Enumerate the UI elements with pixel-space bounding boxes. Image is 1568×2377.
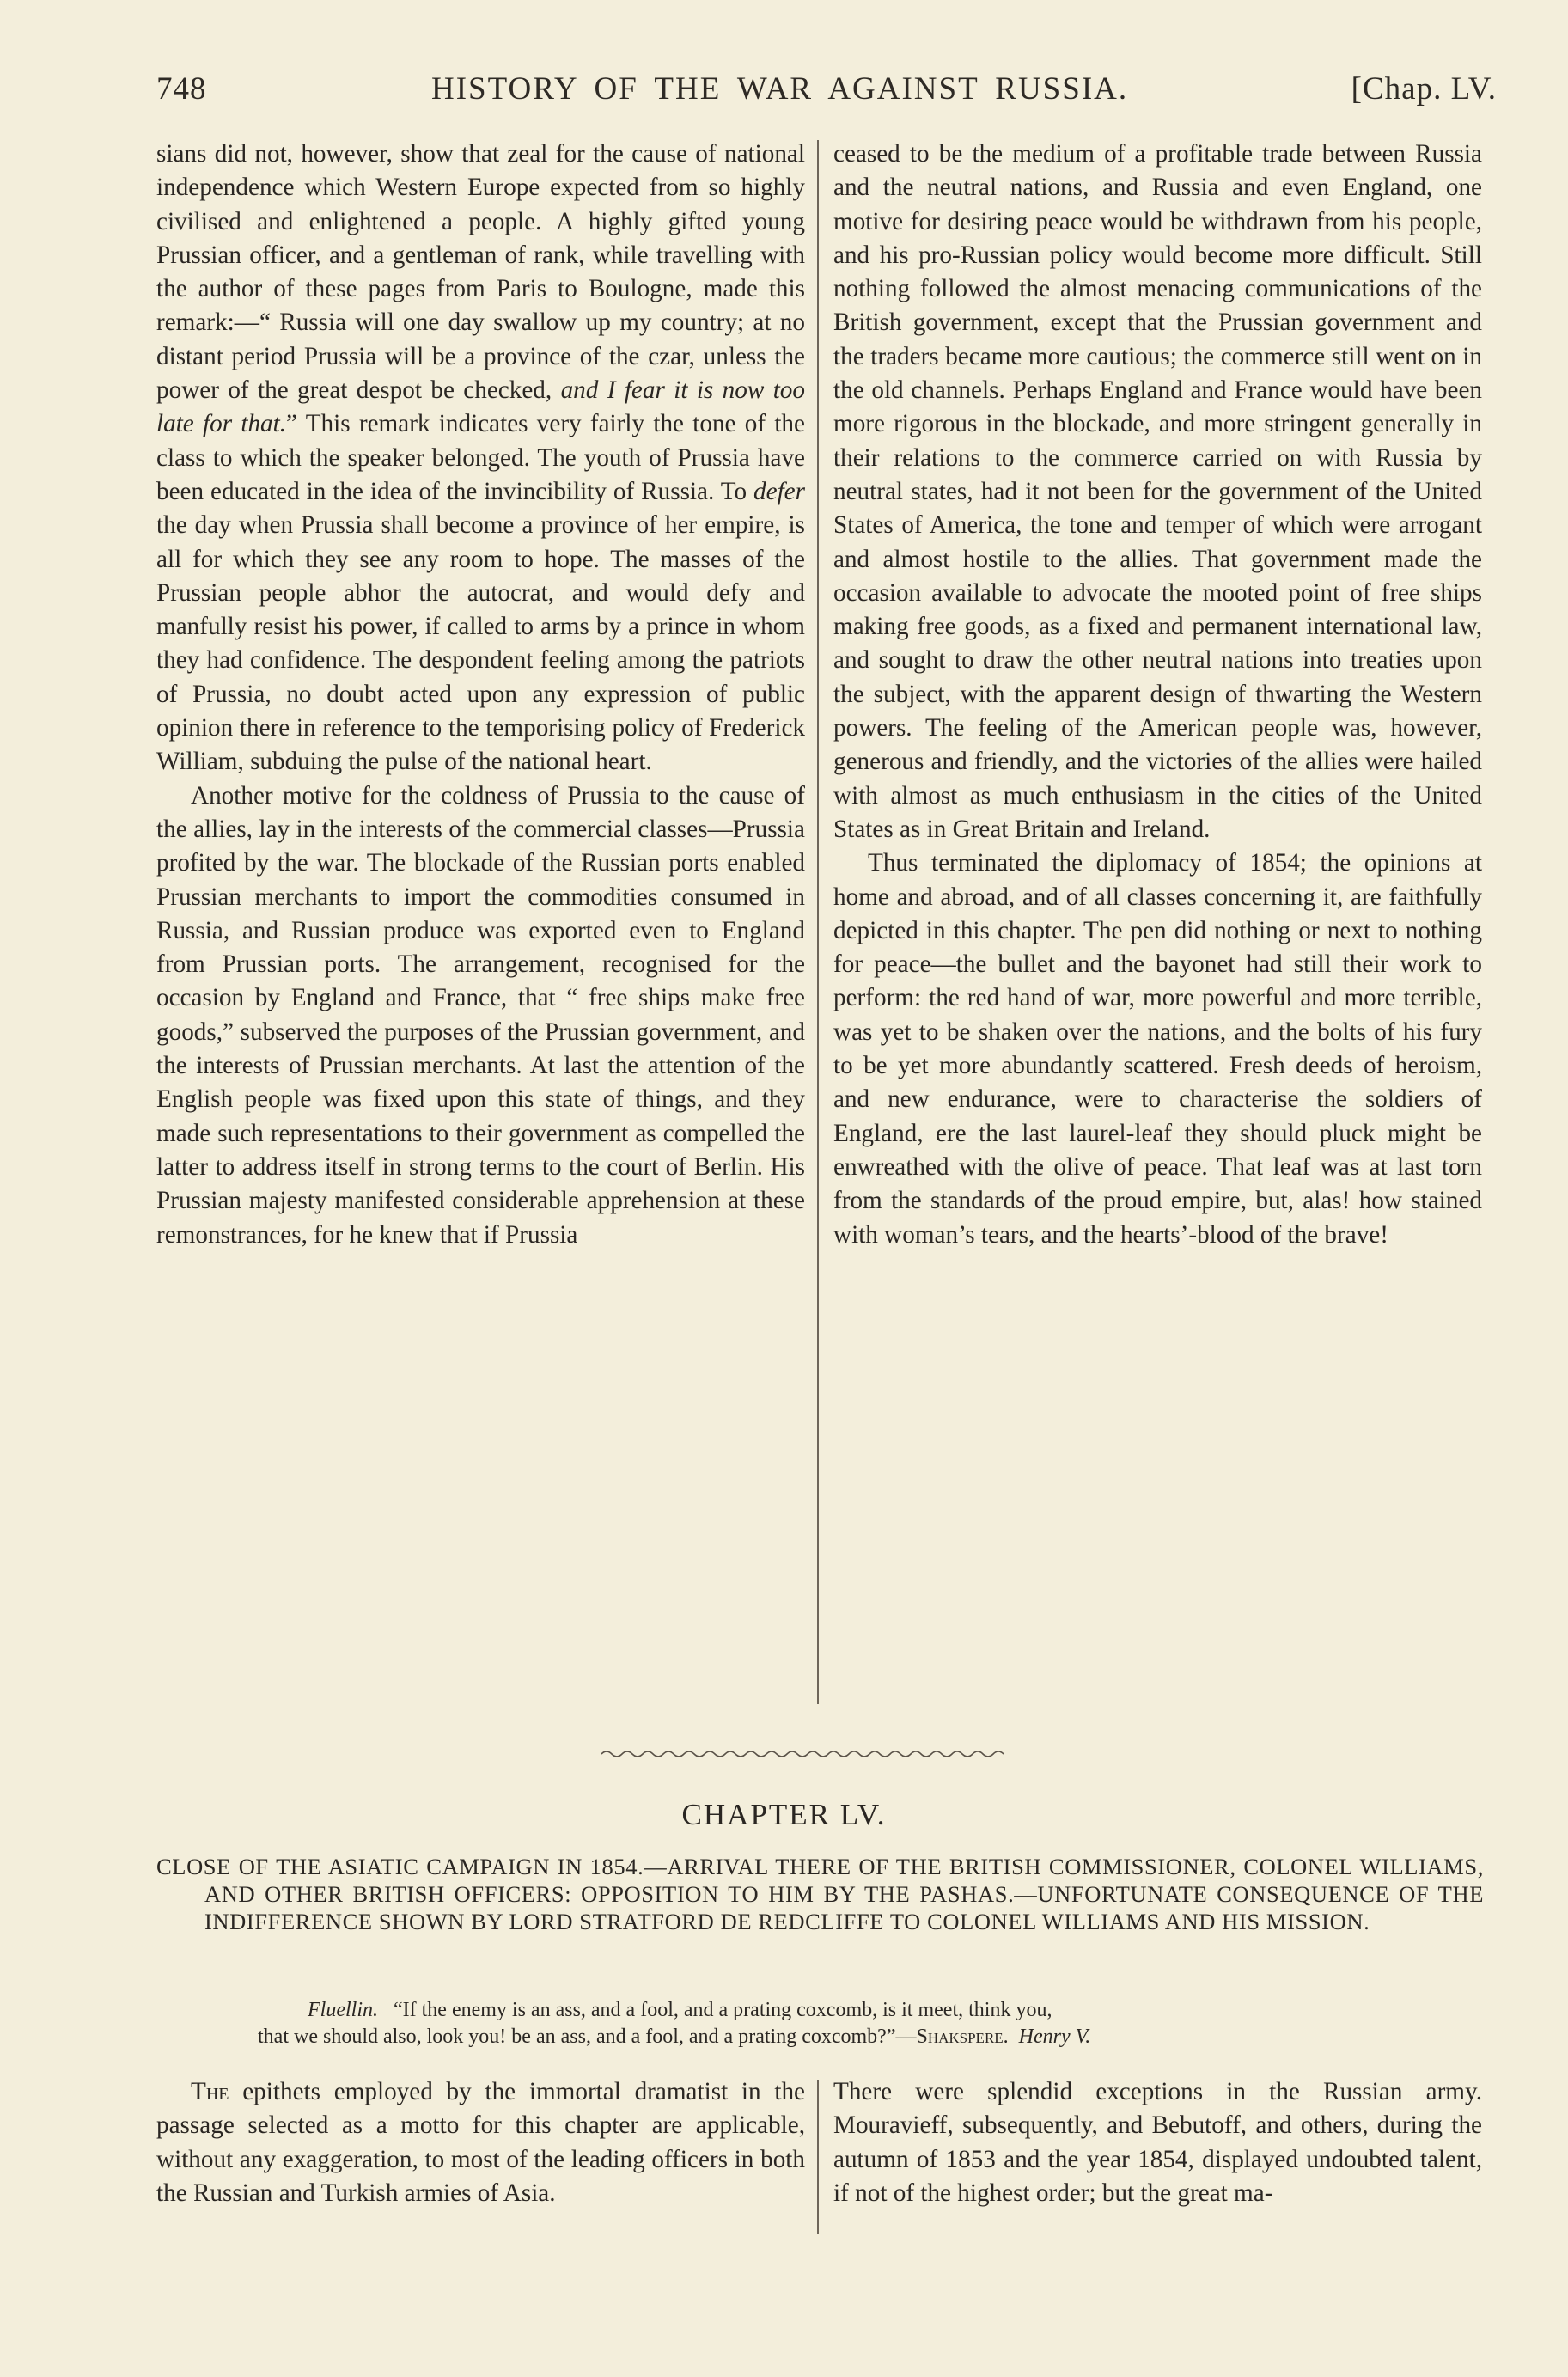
chapter-title: CHAPTER LV. <box>681 1798 887 1831</box>
right-column <box>833 137 1482 1252</box>
chapter-summary: CLOSE OF THE ASIATIC CAMPAIGN IN 1854.—ARRIVAL THERE OF THE BRITISH COMMISSIONER, COLONEL WILLIAMS, AND OTHER BRITISH OFFICERS: OPPOSITION TO HIM BY THE PASHAS.—UNFORTUNATE CONSEQUENCE OF THE INDIFFERENCE SHOWN BY LORD STRATFORD DE REDCLIFFE TO COLONEL WILLIAMS AND HIS MISSION. <box>156 1854 1484 1934</box>
right-paragraph-1: ceased to be the medium of a profitable trade between Russia and the neutral nations, and Russia and even England, one motive for desiring peace would be withdrawn from his people, and his pro-Russian policy would become more difficult. Still nothing followed the almost menacing communications of the British government, except that the Prussian government and the traders became more cautious; the commerce still went on in the old channels. Perhaps England and France would have been more rigorous in the blockade, and more stringent generally in their relations to the commerce carried on with Russia by neutral states, had it not been for the government of the United States of America, the tone and temper of which were arrogant and almost hostile to the allies. That government made the occasion available to advocate the mooted point of free ships making free goods, as a fixed and permanent international law, and sought to draw the other neutral nations into treaties upon the subject, with the apparent design of thwarting the Western powers. The feeling of the American people was, however, generous and friendly, and the victories of the allies were hailed with almost as much enthusiasm in the cities of the United States as in Great Britain and Ireland. <box>833 140 1482 843</box>
running-title: HISTORY OF THE WAR AGAINST RUSSIA. <box>431 71 1129 107</box>
motto-line-1: Fluellin. “If the enemy is an ass, and a fool, and a prating coxcomb, is it meet, think you, <box>308 1999 1052 2021</box>
right-paragraph-2: Thus terminated the diplomacy of 1854; the opinions at home and abroad, and of all classes concerning it, are faithfully depicted in this chapter. The pen did nothing or next to nothing for peace—the bullet and the bayonet had still their work to perform: the red hand of war, more powerful and more terrible, was yet to be shaken over the nations, and the bolts of his fury to be yet more abundantly scattered. Fresh deeds of heroism, and new endurance, were to characterise the soldiers of England, ere the last laurel-leaf they should pluck might be enwreathed with the olive of peace. That leaf was at last torn from the standards of the proud empire, but, alas! how stained with woman’s tears, and the hearts’-blood of the brave! <box>833 849 1482 1249</box>
chapter-right-paragraph: There were splendid exceptions in the Russian army. Mouravieff, subsequently, and Bebutoff, and others, during the autumn of 1853 and the year 1854, displayed undoubted talent, if not of the highest order; but the great ma- <box>833 2078 1482 2207</box>
motto-author: Shakspere. <box>916 2026 1009 2048</box>
motto-work: Henry V. <box>1018 2026 1091 2048</box>
running-header <box>156 70 1497 113</box>
page-number: 748 <box>156 71 207 107</box>
italic-emphasis: defer <box>753 477 805 505</box>
column-divider-lower <box>817 2080 819 2234</box>
italic-emphasis: and I fear it is now too late for that. <box>156 376 805 438</box>
chapter-right-column <box>833 2075 1482 2210</box>
chapter-left-column <box>156 2075 805 2210</box>
chapter-opening-paragraph: The epithets employed by the immortal dramatist in the passage selected as a motto for this chapter are applicable, without any exaggeration, to most of the leading officers in both the Russian and Turkish armies of Asia. <box>156 2078 805 2207</box>
wavy-ornament <box>601 1748 1005 1760</box>
left-paragraph-1: sians did not, however, show that zeal for the cause of national independence which Western Europe expected from so highly civilised and enlightened a people. A highly gifted young Prussian officer, and a gentleman of rank, while travelling with the author of these pages from Paris to Boulogne, made this remark:—“ Russia will one day swallow up my country; at no distant period Prussia will be a province of the czar, unless the power of the great despot be checked, and I fear it is now too late for that.” This remark indicates very fairly the tone of the class to which the speaker belonged. The youth of Prussia have been educated in the idea of the invincibility of Russia. To defer the day when Prussia shall become a province of her empire, is all for which they see any room to hope. The masses of the Prussian people abhor the autocrat, and would defy and manfully resist his power, if called to arms by a prince in whom they had confidence. The despondent feeling among the patriots of Prussia, no doubt acted upon any expression of public opinion there in reference to the temporising policy of Frederick William, subduing the pulse of the national heart. <box>156 140 805 776</box>
left-paragraph-2: Another motive for the coldness of Prussia to the cause of the allies, lay in the interests of the commercial classes—Prussia profited by the war. The blockade of the Russian ports enabled Prussian merchants to import the commodities consumed in Russia, and Russian produce was exported even to England from Prussian ports. The arrangement, recognised for the occasion by England and France, that “ free ships make free goods,” subserved the purposes of the Prussian government, and the interests of Prussian merchants. At last the attention of the English people was fixed upon this state of things, and they made such representations to their government as compelled the latter to address itself in strong terms to the court of Berlin. His Prussian majesty manifested considerable apprehension at these remonstrances, for he knew that if Prussia <box>156 781 805 1249</box>
left-column <box>156 137 805 1252</box>
motto-line-2: that we should also, look you! be an ass, and a fool, and a prating coxcomb?”—Shakspere. Henry V. <box>258 2026 1091 2048</box>
chapter-reference: [Chap. LV. <box>1351 71 1497 107</box>
column-divider <box>817 140 819 1704</box>
chapter-motto <box>258 1997 1469 2050</box>
